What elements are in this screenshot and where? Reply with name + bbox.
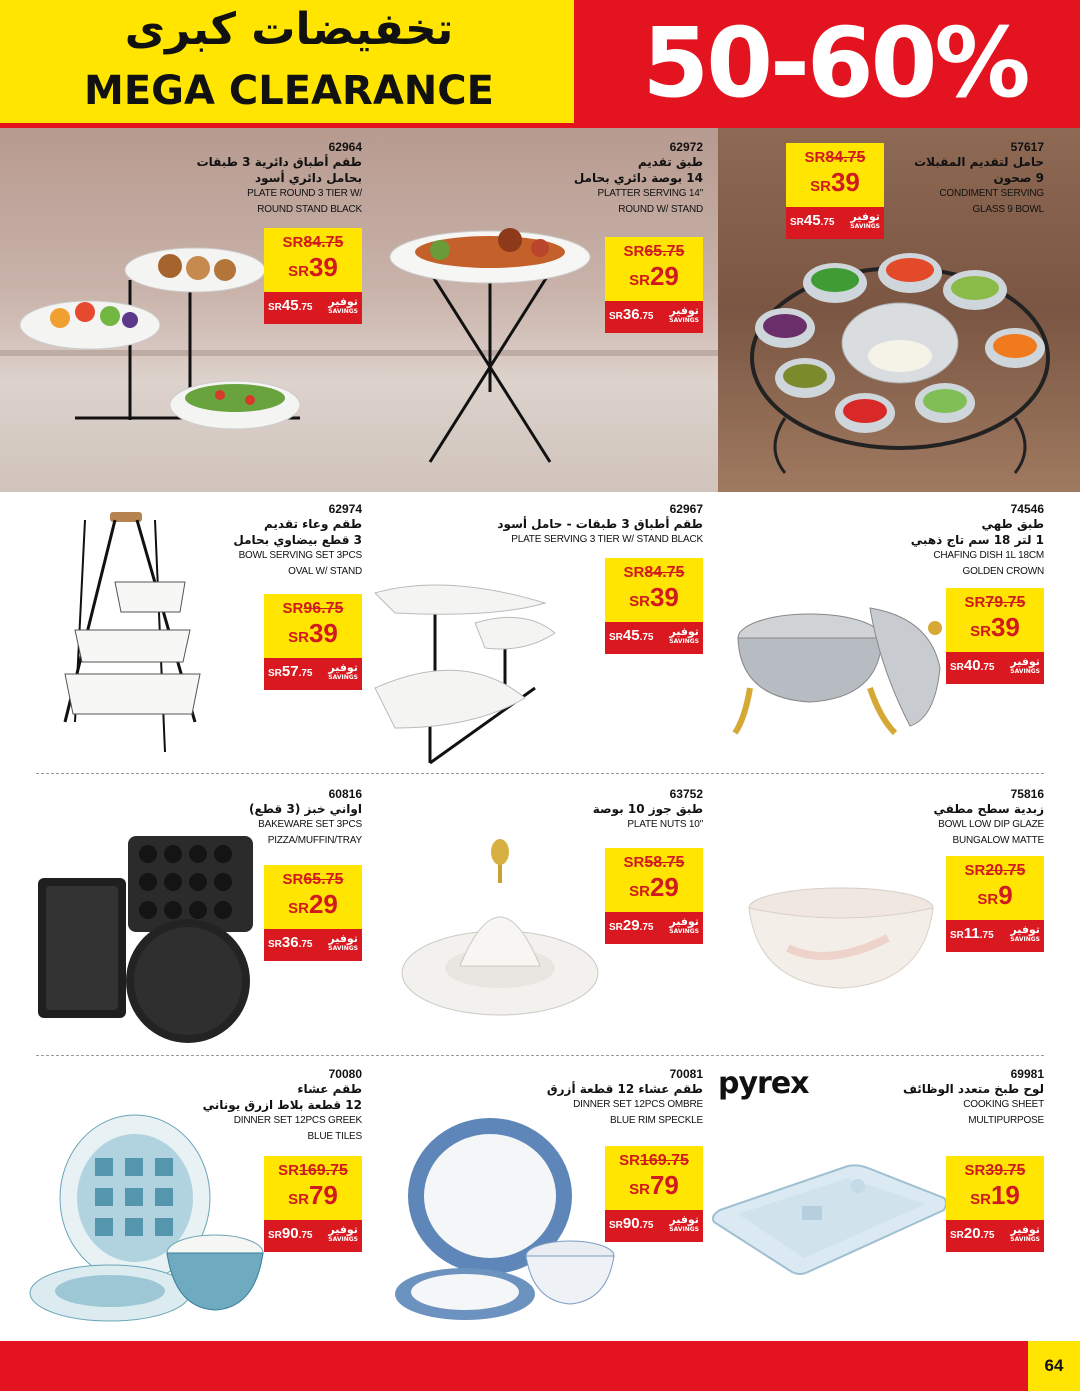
price-tag bbox=[946, 856, 1044, 952]
currency-label: SR bbox=[268, 1230, 282, 1241]
product-name-ar: طبق تقديم bbox=[637, 155, 703, 169]
savings-label bbox=[1010, 923, 1040, 944]
new-price-value: 29 bbox=[649, 872, 679, 902]
old-price bbox=[605, 1152, 703, 1170]
product-name-en: BLUE TILES bbox=[307, 1131, 362, 1142]
nuts-plate-image bbox=[400, 838, 600, 1018]
product-name-en: CONDIMENT SERVING bbox=[939, 188, 1044, 199]
page-number: 64 bbox=[1028, 1341, 1080, 1391]
product-code: 63752 bbox=[669, 787, 703, 801]
header-english-title: MEGA CLEARANCE bbox=[84, 68, 494, 114]
row-divider bbox=[36, 773, 1044, 774]
header-banner bbox=[0, 0, 1080, 128]
product-name-en: DINNER SET 12PCS OMBRE bbox=[573, 1099, 703, 1110]
product-name-en: CHAFING DISH 1L 18CM bbox=[933, 550, 1044, 561]
savings-label-ar: توفير bbox=[1010, 655, 1040, 668]
old-price-value: 169.75 bbox=[298, 1162, 348, 1179]
product-info bbox=[122, 140, 362, 218]
price-tag bbox=[605, 558, 703, 654]
product-info bbox=[463, 1067, 703, 1129]
old-price-value: 79.75 bbox=[985, 594, 1026, 611]
savings-decimal: .75 bbox=[298, 1230, 313, 1241]
cooking-sheet-image bbox=[708, 1160, 948, 1278]
product-name-ar: طبق طهي bbox=[981, 517, 1044, 531]
currency-label: SR bbox=[623, 854, 645, 871]
price-tag bbox=[605, 848, 703, 944]
currency-label: SR bbox=[282, 871, 304, 888]
savings-label-ar: توفير bbox=[328, 1223, 358, 1236]
savings-decimal: .75 bbox=[639, 1220, 654, 1231]
savings-decimal: .75 bbox=[639, 311, 654, 322]
product-code: 70080 bbox=[328, 1067, 362, 1081]
round-platter-stand-image bbox=[390, 222, 590, 472]
savings-label-ar: توفير bbox=[669, 915, 699, 928]
savings-integer: 40 bbox=[963, 657, 981, 674]
savings-amount bbox=[268, 934, 313, 951]
product-name-ar: 12 قطعة بلاط ازرق يوناني bbox=[202, 1098, 362, 1112]
product-name-en: ROUND W/ STAND bbox=[618, 204, 703, 215]
savings-label-en: SAVINGS bbox=[669, 1226, 699, 1233]
product-name-en: PLATE SERVING 3 TIER W/ STAND BLACK bbox=[511, 534, 703, 545]
savings-integer: 90 bbox=[281, 1225, 299, 1242]
savings-amount bbox=[268, 1225, 313, 1242]
old-price-value: 96.75 bbox=[303, 600, 344, 617]
savings-integer: 36 bbox=[281, 934, 299, 951]
new-price-value: 29 bbox=[308, 889, 338, 919]
savings-amount bbox=[609, 306, 654, 323]
savings-integer: 45 bbox=[803, 212, 821, 229]
currency-label: SR bbox=[964, 1162, 986, 1179]
product-name-en: PIZZA/MUFFIN/TRAY bbox=[267, 835, 362, 846]
old-price-value: 65.75 bbox=[644, 243, 685, 260]
product-name-ar: زبدية سطح مطفي bbox=[933, 802, 1044, 816]
product-name-en: COOKING SHEET bbox=[963, 1099, 1044, 1110]
savings-amount bbox=[609, 917, 654, 934]
old-price bbox=[264, 871, 362, 889]
savings-integer: 20 bbox=[963, 1225, 981, 1242]
currency-label: SR bbox=[629, 883, 650, 900]
product-code: 62974 bbox=[328, 502, 362, 516]
product-name-ar: بحامل دائري أسود bbox=[255, 171, 362, 185]
product-info bbox=[122, 787, 362, 849]
currency-label: SR bbox=[970, 623, 991, 640]
price-tag bbox=[946, 1156, 1044, 1252]
savings-amount bbox=[950, 1225, 995, 1242]
old-price bbox=[946, 862, 1044, 880]
product-name-ar: حامل لتقديم المقبلات bbox=[914, 155, 1044, 169]
product-code: 74546 bbox=[1010, 502, 1044, 516]
savings-integer: 11 bbox=[963, 925, 980, 942]
savings-label bbox=[669, 625, 699, 646]
discount-range: 50-60% bbox=[642, 7, 1028, 119]
price-tag bbox=[264, 865, 362, 961]
row-divider bbox=[36, 1055, 1044, 1056]
new-price-value: 79 bbox=[308, 1180, 338, 1210]
product-name-ar: 3 قطع بيضاوي بحامل bbox=[233, 533, 362, 547]
savings-label-ar: توفير bbox=[669, 1213, 699, 1226]
bakeware-set-image bbox=[38, 836, 258, 1046]
savings-label-ar: توفير bbox=[669, 625, 699, 638]
old-price-value: 84.75 bbox=[303, 234, 344, 251]
currency-label: SR bbox=[970, 1191, 991, 1208]
currency-label: SR bbox=[804, 149, 826, 166]
savings-label-ar: توفير bbox=[328, 932, 358, 945]
currency-label: SR bbox=[623, 564, 645, 581]
product-name-en: MULTIPURPOSE bbox=[968, 1115, 1044, 1126]
new-price-value: 39 bbox=[308, 252, 338, 282]
new-price-value: 29 bbox=[649, 261, 679, 291]
currency-label: SR bbox=[609, 922, 623, 933]
savings-label bbox=[850, 210, 880, 231]
new-price bbox=[946, 612, 1044, 643]
product-name-ar: طقم وعاء تقديم bbox=[264, 517, 362, 531]
product-name-ar: 9 صحون bbox=[993, 171, 1044, 185]
old-price bbox=[946, 1162, 1044, 1180]
product-name-en: OVAL W/ STAND bbox=[288, 566, 362, 577]
savings-integer: 45 bbox=[622, 627, 640, 644]
product-name-ar: اواني خبز (3 قطع) bbox=[249, 802, 362, 816]
product-name-en: GLASS 9 BOWL bbox=[972, 204, 1044, 215]
product-code: 75816 bbox=[1010, 787, 1044, 801]
product-name-en: DINNER SET 12PCS GREEK bbox=[233, 1115, 362, 1126]
currency-label: SR bbox=[629, 1181, 650, 1198]
savings-label bbox=[328, 932, 358, 953]
price-tag bbox=[264, 1156, 362, 1252]
product-code: 57617 bbox=[1010, 140, 1044, 154]
price-tag bbox=[946, 588, 1044, 684]
old-price bbox=[264, 600, 362, 618]
currency-label: SR bbox=[288, 900, 309, 917]
savings-integer: 45 bbox=[281, 297, 299, 314]
new-price-value: 19 bbox=[990, 1180, 1020, 1210]
product-code: 62967 bbox=[669, 502, 703, 516]
new-price-value: 39 bbox=[990, 612, 1020, 642]
product-name-ar: 1 لتر 18 سم تاج ذهبي bbox=[910, 533, 1044, 547]
product-code: 70081 bbox=[669, 1067, 703, 1081]
product-name-en: PLATTER SERVING 14" bbox=[597, 188, 703, 199]
currency-label: SR bbox=[950, 930, 964, 941]
product-name-en: BOWL SERVING SET 3PCS bbox=[238, 550, 362, 561]
price-tag bbox=[264, 594, 362, 690]
currency-label: SR bbox=[950, 1230, 964, 1241]
footer-bar bbox=[0, 1341, 1028, 1391]
savings-label-ar: توفير bbox=[669, 304, 699, 317]
currency-label: SR bbox=[609, 1220, 623, 1231]
currency-label: SR bbox=[268, 939, 282, 950]
currency-label: SR bbox=[629, 593, 650, 610]
currency-label: SR bbox=[810, 178, 831, 195]
savings-integer: 57 bbox=[281, 663, 299, 680]
savings-decimal: .75 bbox=[298, 302, 313, 313]
product-name-ar: طقم أطباق 3 طبقات - حامل أسود bbox=[497, 517, 703, 531]
old-price bbox=[264, 234, 362, 252]
savings-label bbox=[669, 915, 699, 936]
product-name-ar: طقم عشاء 12 قطعة أزرق bbox=[546, 1082, 703, 1096]
savings-decimal: .75 bbox=[639, 922, 654, 933]
currency-label: SR bbox=[619, 1152, 640, 1169]
savings-label-ar: توفير bbox=[1010, 923, 1040, 936]
old-price-value: 58.75 bbox=[644, 854, 685, 871]
old-price bbox=[264, 1162, 362, 1180]
new-price-value: 39 bbox=[649, 582, 679, 612]
currency-label: SR bbox=[790, 217, 804, 228]
currency-label: SR bbox=[977, 891, 999, 908]
savings-integer: 29 bbox=[622, 917, 640, 934]
savings-label-en: SAVINGS bbox=[328, 945, 358, 952]
savings-label-en: SAVINGS bbox=[850, 223, 880, 230]
savings-label bbox=[669, 304, 699, 325]
product-info bbox=[804, 502, 1044, 580]
savings-amount bbox=[790, 212, 835, 229]
new-price bbox=[786, 167, 884, 198]
product-name-en: BOWL LOW DIP GLAZE bbox=[938, 819, 1044, 830]
new-price bbox=[946, 880, 1044, 911]
savings-amount bbox=[268, 297, 313, 314]
new-price bbox=[264, 252, 362, 283]
savings-amount bbox=[950, 925, 994, 942]
product-code: 69981 bbox=[1010, 1067, 1044, 1081]
savings-decimal: .75 bbox=[639, 632, 654, 643]
product-name-ar: طبق جوز 10 بوصة bbox=[592, 802, 703, 816]
pyrex-logo: pyrex bbox=[718, 1066, 809, 1101]
old-price bbox=[605, 243, 703, 261]
product-info bbox=[463, 787, 703, 833]
currency-label: SR bbox=[623, 243, 645, 260]
savings-label-en: SAVINGS bbox=[328, 308, 358, 315]
new-price-value: 39 bbox=[830, 167, 860, 197]
savings-label-en: SAVINGS bbox=[328, 1236, 358, 1243]
new-price bbox=[605, 872, 703, 903]
savings-label-en: SAVINGS bbox=[328, 674, 358, 681]
currency-label: SR bbox=[278, 1162, 299, 1179]
new-price bbox=[605, 1170, 703, 1201]
savings-label bbox=[328, 661, 358, 682]
product-info bbox=[463, 140, 703, 218]
price-tag bbox=[605, 1146, 703, 1242]
product-info bbox=[122, 502, 362, 580]
product-name-en: GOLDEN CROWN bbox=[962, 566, 1044, 577]
currency-label: SR bbox=[964, 862, 986, 879]
currency-label: SR bbox=[629, 272, 650, 289]
savings-label-en: SAVINGS bbox=[669, 638, 699, 645]
product-name-ar: طقم عشاء bbox=[297, 1082, 362, 1096]
savings-label-ar: توفير bbox=[328, 661, 358, 674]
product-info bbox=[824, 1067, 1044, 1129]
savings-label-en: SAVINGS bbox=[1010, 668, 1040, 675]
product-name-en: PLATE NUTS 10" bbox=[627, 819, 703, 830]
old-price bbox=[946, 594, 1044, 612]
savings-amount bbox=[268, 663, 313, 680]
new-price bbox=[605, 261, 703, 292]
old-price bbox=[786, 149, 884, 167]
price-tag bbox=[264, 228, 362, 324]
savings-decimal: .75 bbox=[820, 217, 835, 228]
new-price bbox=[605, 582, 703, 613]
new-price bbox=[264, 618, 362, 649]
price-tag bbox=[786, 143, 884, 239]
currency-label: SR bbox=[609, 311, 623, 322]
currency-label: SR bbox=[288, 263, 309, 280]
savings-label-en: SAVINGS bbox=[1010, 936, 1040, 943]
old-price-value: 84.75 bbox=[825, 149, 866, 166]
old-price-value: 84.75 bbox=[644, 564, 685, 581]
savings-label bbox=[669, 1213, 699, 1234]
savings-integer: 90 bbox=[622, 1215, 640, 1232]
product-code: 62972 bbox=[669, 140, 703, 154]
new-price bbox=[946, 1180, 1044, 1211]
savings-label-en: SAVINGS bbox=[1010, 1236, 1040, 1243]
savings-decimal: .75 bbox=[980, 662, 995, 673]
old-price-value: 169.75 bbox=[639, 1152, 689, 1169]
savings-decimal: .75 bbox=[298, 668, 313, 679]
old-price-value: 39.75 bbox=[985, 1162, 1026, 1179]
three-tier-triangle-plate-image bbox=[375, 578, 555, 768]
old-price bbox=[605, 564, 703, 582]
savings-amount bbox=[950, 657, 995, 674]
price-tag bbox=[605, 237, 703, 333]
old-price-value: 20.75 bbox=[985, 862, 1026, 879]
product-name-en: BLUE RIM SPECKLE bbox=[610, 1115, 703, 1126]
currency-label: SR bbox=[609, 632, 623, 643]
savings-label-ar: توفير bbox=[328, 295, 358, 308]
new-price bbox=[264, 889, 362, 920]
savings-label-ar: توفير bbox=[850, 210, 880, 223]
currency-label: SR bbox=[964, 594, 986, 611]
product-info bbox=[423, 502, 703, 548]
currency-label: SR bbox=[288, 1191, 309, 1208]
product-code: 62964 bbox=[328, 140, 362, 154]
old-price bbox=[605, 854, 703, 872]
condiment-serving-image bbox=[745, 248, 1055, 478]
currency-label: SR bbox=[950, 662, 964, 673]
savings-integer: 36 bbox=[622, 306, 640, 323]
savings-label-en: SAVINGS bbox=[669, 928, 699, 935]
dip-glaze-bowl-image bbox=[748, 888, 934, 992]
savings-label bbox=[1010, 1223, 1040, 1244]
savings-decimal: .75 bbox=[979, 930, 994, 941]
product-name-en: BAKEWARE SET 3PCS bbox=[258, 819, 362, 830]
product-name-en: PLATE ROUND 3 TIER W/ bbox=[247, 188, 362, 199]
new-price-value: 39 bbox=[308, 618, 338, 648]
product-name-en: BUNGALOW MATTE bbox=[952, 835, 1044, 846]
currency-label: SR bbox=[282, 600, 304, 617]
ombre-dinner-set-image bbox=[395, 1116, 620, 1321]
savings-label bbox=[1010, 655, 1040, 676]
savings-decimal: .75 bbox=[980, 1230, 995, 1241]
savings-label bbox=[328, 295, 358, 316]
savings-amount bbox=[609, 1215, 654, 1232]
currency-label: SR bbox=[268, 668, 282, 679]
savings-label bbox=[328, 1223, 358, 1244]
product-name-en: ROUND STAND BLACK bbox=[257, 204, 362, 215]
product-name-ar: طقم أطباق دائرية 3 طبقات bbox=[196, 155, 362, 169]
currency-label: SR bbox=[282, 234, 304, 251]
savings-decimal: .75 bbox=[298, 939, 313, 950]
product-code: 60816 bbox=[328, 787, 362, 801]
new-price-value: 9 bbox=[998, 880, 1013, 910]
new-price-value: 79 bbox=[649, 1170, 679, 1200]
savings-label-en: SAVINGS bbox=[669, 317, 699, 324]
product-name-ar: لوح طبخ متعدد الوظائف bbox=[903, 1082, 1044, 1096]
product-info bbox=[122, 1067, 362, 1145]
old-price-value: 65.75 bbox=[303, 871, 344, 888]
savings-amount bbox=[609, 627, 654, 644]
chafing-dish-image bbox=[730, 598, 950, 738]
header-arabic-title: تخفيضات كبرى bbox=[124, 4, 454, 55]
new-price bbox=[264, 1180, 362, 1211]
currency-label: SR bbox=[268, 302, 282, 313]
product-info bbox=[804, 787, 1044, 849]
currency-label: SR bbox=[288, 629, 309, 646]
savings-label-ar: توفير bbox=[1010, 1223, 1040, 1236]
product-name-ar: 14 بوصة دائري بحامل bbox=[573, 171, 703, 185]
